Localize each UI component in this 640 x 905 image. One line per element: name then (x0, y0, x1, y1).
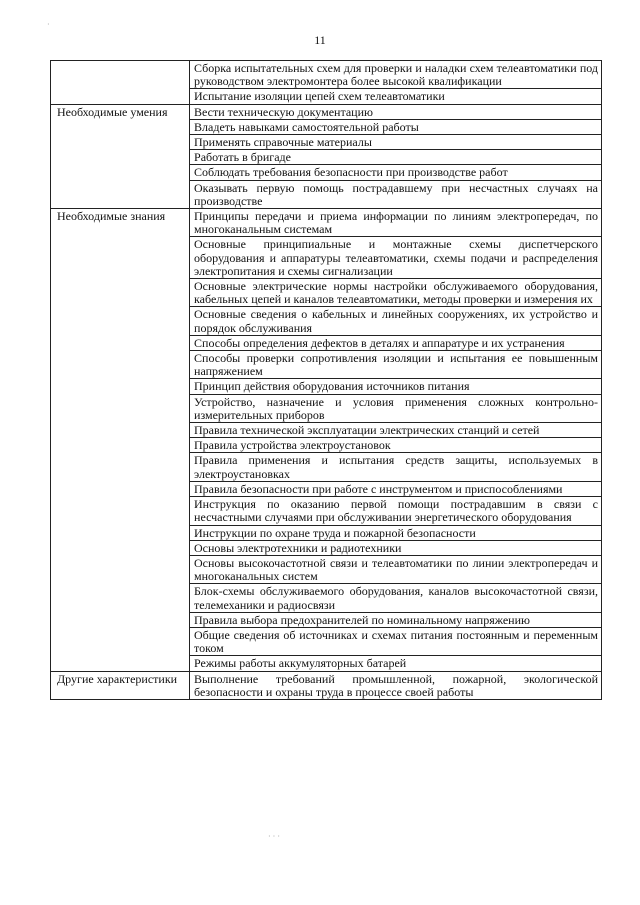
section-item: Сборка испытательных схем для проверки и наладки схем телеавтоматики под руководством электромонтера более высокой квалификации (190, 61, 602, 89)
section-label: Другие характеристики (51, 671, 190, 699)
section-item: Соблюдать требования безопасности при производстве работ (190, 165, 602, 180)
section-item: Режимы работы аккумуляторных батарей (190, 656, 602, 671)
section-item: Применять справочные материалы (190, 135, 602, 150)
section-item: Вести техническую документацию (190, 104, 602, 119)
section-item: Правила выбора предохранителей по номинальному напряжению (190, 612, 602, 627)
section-item: Принцип действия оборудования источников питания (190, 379, 602, 394)
section-item: Правила технической эксплуатации электрических станций и сетей (190, 423, 602, 438)
table-row (51, 61, 602, 89)
section-label: Необходимые умения (51, 104, 190, 208)
section-label: Необходимые знания (51, 209, 190, 672)
section-item: Работать в бригаде (190, 150, 602, 165)
table-row (51, 104, 602, 119)
table-row (51, 209, 602, 237)
section-item: Основы высокочастотной связи и телеавтоматики по линии электропередач и многоканальных систем (190, 555, 602, 583)
section-item: Основы электротехники и радиотехники (190, 540, 602, 555)
section-item: Основные электрические нормы настройки обслуживаемого оборудования, кабельных цепей и каналов телеавтоматики, методы проверки и измерения их (190, 279, 602, 307)
scan-speck: · (47, 20, 50, 29)
section-item: Владеть навыками самостоятельной работы (190, 119, 602, 134)
section-item: Правила безопасности при работе с инструментом и приспособлениями (190, 481, 602, 496)
scan-speck: · · · (268, 832, 280, 841)
section-item: Правила применения и испытания средств защиты, используемых в электроустановках (190, 453, 602, 481)
section-item: Выполнение требований промышленной, пожарной, экологической безопасности и охраны труда в процессе своей работы (190, 671, 602, 699)
page-number: 11 (314, 33, 326, 47)
section-item: Оказывать первую помощь пострадавшему при несчастных случаях на производстве (190, 180, 602, 208)
section-item: Основные сведения о кабельных и линейных сооружениях, их устройство и порядок обслуживания (190, 307, 602, 335)
section-item: Общие сведения об источниках и схемах питания постоянным и переменным током (190, 627, 602, 655)
section-label (51, 61, 190, 105)
section-item: Способы проверки сопротивления изоляции и испытания ее повышенным напряжением (190, 351, 602, 379)
section-item: Инструкции по охране труда и пожарной безопасности (190, 525, 602, 540)
section-item: Правила устройства электроустановок (190, 438, 602, 453)
characteristics-table (50, 60, 602, 700)
section-item: Испытание изоляции цепей схем телеавтоматики (190, 89, 602, 104)
section-item: Устройство, назначение и условия применения сложных контрольно-измерительных приборов (190, 394, 602, 422)
section-item: Основные принципиальные и монтажные схемы диспетчерского оборудования и аппаратуры телеавтоматики, схемы подачи и распределения электропитания и схемы сигнализации (190, 237, 602, 279)
characteristics-table-body (51, 61, 602, 700)
section-item: Блок-схемы обслуживаемого оборудования, каналов высокочастотной связи, телемеханики и радиосвязи (190, 584, 602, 612)
section-item: Инструкция по оказанию первой помощи пострадавшим в связи с несчастными случаями при обслуживании энергетического оборудования (190, 497, 602, 525)
section-item: Способы определения дефектов в деталях и аппаратуре и их устранения (190, 335, 602, 350)
section-item: Принципы передачи и приема информации по линиям электропередач, по многоканальным системам (190, 209, 602, 237)
table-row (51, 671, 602, 699)
